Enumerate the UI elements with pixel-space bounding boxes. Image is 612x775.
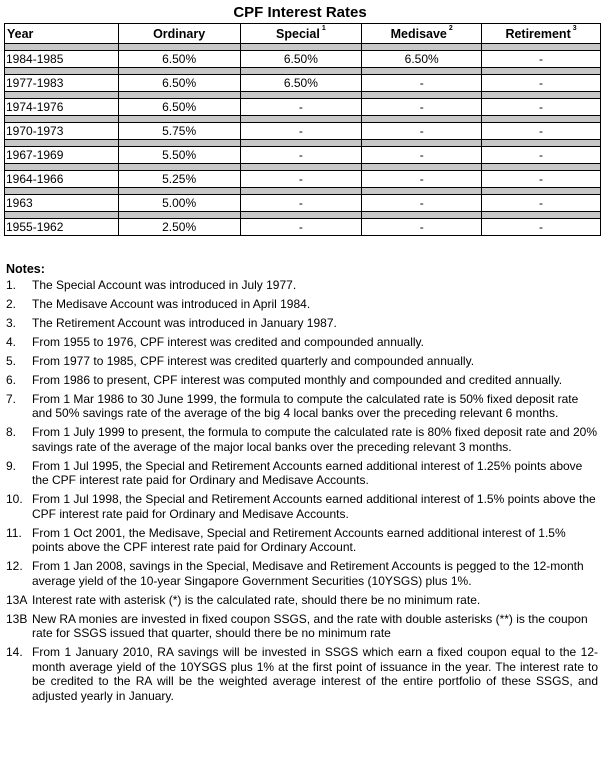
note-text: The Medisave Account was introduced in April 1984. <box>32 296 311 311</box>
table-row <box>5 123 601 140</box>
note-number: 14. <box>6 645 23 659</box>
note-number: 2. <box>6 296 17 311</box>
rate-cell: 5.50% <box>118 147 240 164</box>
note-item <box>6 335 598 350</box>
table-row <box>5 51 601 68</box>
notes-section <box>6 262 598 708</box>
note-number: 9. <box>6 458 17 473</box>
note-text: From 1977 to 1985, CPF interest was credited quarterly and compounded annually. <box>32 353 475 368</box>
column-header-special: Special $^1$ <box>240 24 362 44</box>
rate-cell: - <box>362 75 482 92</box>
separator-cell <box>240 140 362 147</box>
note-item <box>6 373 598 388</box>
separator-cell <box>362 212 482 219</box>
separator-cell <box>118 212 240 219</box>
note-item <box>6 354 598 369</box>
separator-cell <box>362 92 482 99</box>
rate-cell: 6.50% <box>240 51 362 68</box>
separator-cell <box>362 164 482 171</box>
notes-list <box>6 278 598 704</box>
rate-cell: - <box>362 219 482 236</box>
table-row <box>5 219 601 236</box>
separator-cell <box>482 44 601 51</box>
note-number: 12. <box>6 559 23 573</box>
table-header-row <box>5 24 601 44</box>
note-item <box>6 297 598 312</box>
separator-cell <box>5 140 119 147</box>
note-text: The Special Account was introduced in July 1977. <box>32 277 297 292</box>
row-separator <box>5 188 601 195</box>
year-cell: 1974-1976 <box>5 99 119 116</box>
note-item <box>6 526 598 555</box>
rate-cell: - <box>240 219 362 236</box>
note-text: New RA monies are invested in fixed coupon SSGS, and the rate with double asterisks (**) is the coupon rate for SSGS issued that quarter, should there be no minimum rate <box>32 611 588 640</box>
rate-cell: 5.00% <box>118 195 240 212</box>
separator-cell <box>362 116 482 123</box>
separator-cell <box>240 188 362 195</box>
rate-cell: - <box>482 195 601 212</box>
separator-cell <box>5 44 119 51</box>
note-number: 7. <box>6 391 17 406</box>
note-number: 6. <box>6 372 17 387</box>
note-item <box>6 559 598 588</box>
interest-rates-table <box>4 23 601 236</box>
note-text: From 1 January 2010, RA savings will be invested in SSGS which earn a fixed coupon equal to the 12-month average yield of the 10YSGS plus 1% at the first point of issuance in the year. The interest rate to be credited to the RA will be the weighted average interest of the entire portfolio of these SSGS, and adjusted yearly in January. <box>32 645 598 703</box>
separator-cell <box>482 140 601 147</box>
separator-cell <box>362 188 482 195</box>
separator-cell <box>5 212 119 219</box>
separator-cell <box>240 68 362 75</box>
year-cell: 1970-1973 <box>5 123 119 140</box>
row-separator <box>5 44 601 51</box>
year-cell: 1963 <box>5 195 119 212</box>
separator-cell <box>118 188 240 195</box>
separator-cell <box>240 44 362 51</box>
note-text: From 1955 to 1976, CPF interest was credited and compounded annually. <box>32 334 425 349</box>
rate-cell: - <box>362 147 482 164</box>
rate-cell: 5.25% <box>118 171 240 188</box>
note-item <box>6 593 598 608</box>
note-item <box>6 425 598 454</box>
rate-cell: - <box>482 75 601 92</box>
separator-cell <box>482 116 601 123</box>
rate-cell: - <box>240 171 362 188</box>
separator-cell <box>118 44 240 51</box>
year-cell: 1967-1969 <box>5 147 119 164</box>
separator-cell <box>118 140 240 147</box>
note-text: Interest rate with asterisk (*) is the calculated rate, should there be no minimum rate. <box>32 592 481 607</box>
footnote-marker: 1 <box>321 24 326 32</box>
column-header-ordinary: Ordinary <box>118 24 240 44</box>
rate-cell: 6.50% <box>240 75 362 92</box>
rate-cell: 6.50% <box>362 51 482 68</box>
rate-cell: - <box>362 195 482 212</box>
note-text: From 1 July 1999 to present, the formula to compute the calculated rate is 80% fixed deposit rate and 20% savings rate of the average of the major local banks over the preceding relevant 3 months. <box>32 425 597 454</box>
rate-cell: - <box>362 123 482 140</box>
separator-cell <box>482 188 601 195</box>
column-header-year: Year <box>5 24 119 44</box>
rate-cell: - <box>240 99 362 116</box>
year-cell: 1964-1966 <box>5 171 119 188</box>
row-separator <box>5 92 601 99</box>
separator-cell <box>5 164 119 171</box>
rate-cell: - <box>362 171 482 188</box>
separator-cell <box>5 116 119 123</box>
separator-cell <box>118 164 240 171</box>
note-item <box>6 392 598 421</box>
note-number: 3. <box>6 315 17 330</box>
row-separator <box>5 212 601 219</box>
table-row <box>5 99 601 116</box>
separator-cell <box>362 140 482 147</box>
note-number: 4. <box>6 334 17 349</box>
note-number: 1. <box>6 277 17 292</box>
note-item <box>6 278 598 293</box>
year-cell: 1984-1985 <box>5 51 119 68</box>
note-item <box>6 645 598 703</box>
rate-cell: - <box>240 147 362 164</box>
table-row <box>5 195 601 212</box>
rate-cell: - <box>240 195 362 212</box>
note-item <box>6 459 598 488</box>
separator-cell <box>118 116 240 123</box>
separator-cell <box>5 188 119 195</box>
separator-cell <box>362 44 482 51</box>
notes-heading: Notes: <box>6 262 45 276</box>
rate-cell: 2.50% <box>118 219 240 236</box>
table-row <box>5 147 601 164</box>
note-item <box>6 492 598 521</box>
year-cell: 1977-1983 <box>5 75 119 92</box>
note-text: From 1 Mar 1986 to 30 June 1999, the formula to compute the calculated rate is 50% fixed deposit rate and 50% savings rate of the average of the big 4 local banks over the preceding relevant 6 months. <box>32 391 579 420</box>
footnote-marker: 3 <box>572 24 577 32</box>
separator-cell <box>482 68 601 75</box>
note-text: From 1986 to present, CPF interest was computed monthly and compounded and credited annually. <box>32 372 563 387</box>
note-number: 11. <box>6 525 22 540</box>
row-separator <box>5 164 601 171</box>
rate-cell: 6.50% <box>118 51 240 68</box>
rate-cell: - <box>362 99 482 116</box>
rate-cell: - <box>482 51 601 68</box>
column-header-retirement: Retirement $^3$ <box>482 24 601 44</box>
row-separator <box>5 116 601 123</box>
table-row <box>5 75 601 92</box>
footnote-marker: 2 <box>448 24 453 32</box>
separator-cell <box>240 92 362 99</box>
note-number: 8. <box>6 425 17 439</box>
note-text: From 1 Jan 2008, savings in the Special, Medisave and Retirement Accounts is pegged to the 12-month average yield of the 10-year Singapore Government Securities (10YSGS) plus 1%. <box>32 559 584 588</box>
year-cell: 1955-1962 <box>5 219 119 236</box>
rate-cell: - <box>482 123 601 140</box>
note-text: From 1 Oct 2001, the Medisave, Special and Retirement Accounts earned additional interest of 1.5% points above the CPF interest rate paid for Ordinary Account. <box>32 525 566 554</box>
separator-cell <box>5 92 119 99</box>
note-item <box>6 316 598 331</box>
rate-cell: 5.75% <box>118 123 240 140</box>
separator-cell <box>240 164 362 171</box>
separator-cell <box>362 68 482 75</box>
note-number: 13A <box>6 592 28 607</box>
note-text: The Retirement Account was introduced in January 1987. <box>32 315 337 330</box>
rate-cell: - <box>482 99 601 116</box>
note-text: From 1 Jul 1995, the Special and Retirement Accounts earned additional interest of 1.25% points above the CPF interest rate paid for Ordinary and Medisave Accounts. <box>32 458 583 487</box>
separator-cell <box>482 92 601 99</box>
note-number: 13B <box>6 611 28 626</box>
separator-cell <box>118 92 240 99</box>
rate-cell: - <box>482 147 601 164</box>
rate-cell: 6.50% <box>118 75 240 92</box>
separator-cell <box>482 212 601 219</box>
page-title: CPF Interest Rates <box>233 4 367 21</box>
separator-cell <box>482 164 601 171</box>
note-text: From 1 Jul 1998, the Special and Retirement Accounts earned additional interest of 1.5% points above the CPF interest rate paid for Ordinary and Medisave Accounts. <box>32 492 596 521</box>
row-separator <box>5 68 601 75</box>
row-separator <box>5 140 601 147</box>
rate-cell: - <box>240 123 362 140</box>
column-header-medisave: Medisave $^2$ <box>362 24 482 44</box>
rate-cell: - <box>482 171 601 188</box>
separator-cell <box>118 68 240 75</box>
rate-cell: 6.50% <box>118 99 240 116</box>
rate-cell: - <box>482 219 601 236</box>
separator-cell <box>5 68 119 75</box>
table-row <box>5 171 601 188</box>
note-number: 5. <box>6 353 17 368</box>
separator-cell <box>240 212 362 219</box>
separator-cell <box>240 116 362 123</box>
note-number: 10. <box>6 492 23 506</box>
note-item <box>6 612 598 641</box>
